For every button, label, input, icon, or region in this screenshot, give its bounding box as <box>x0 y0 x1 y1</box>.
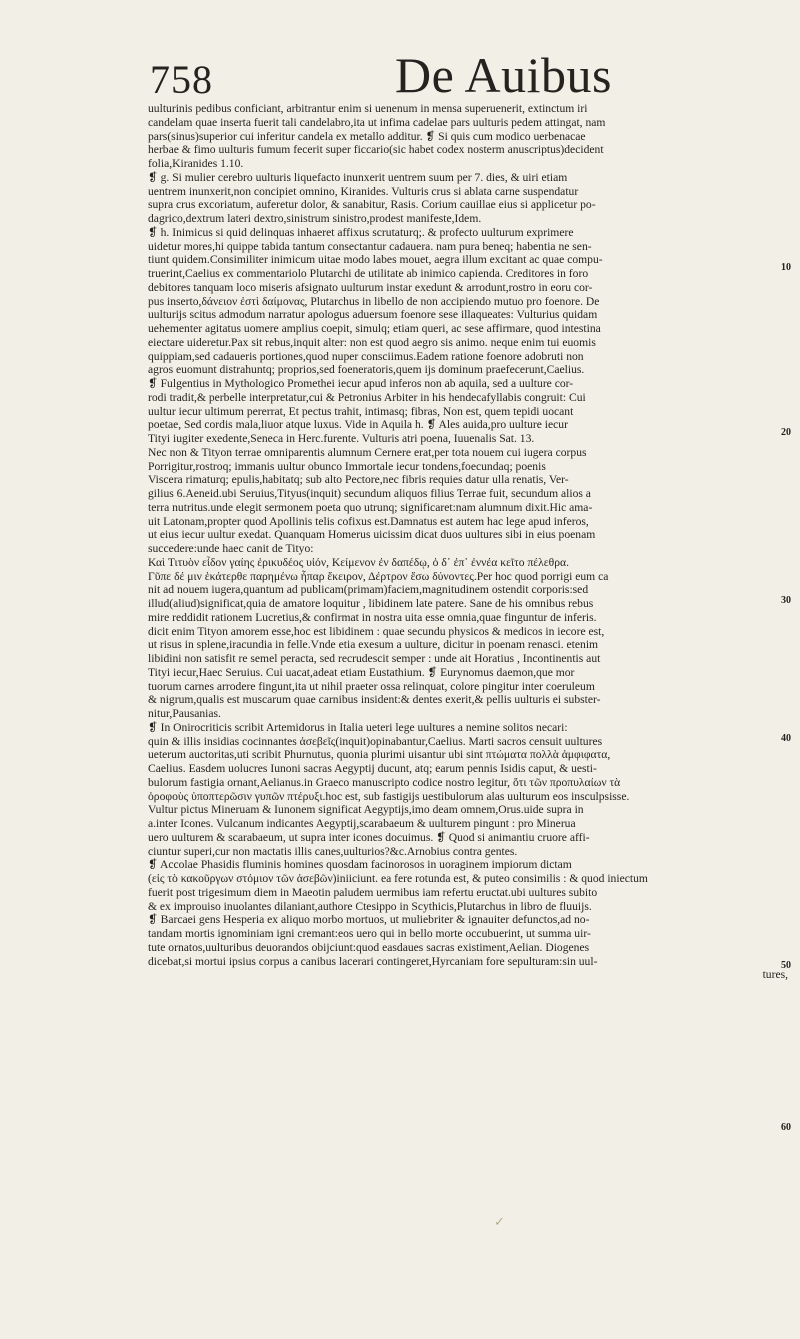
text-line: rodi tradit,& perbelle interpretatur,cui & Petronius Arbiter in his hendecafyllabis congruit: Cui <box>148 390 586 404</box>
text-line: illud(aliud)significat,quia de amatore loquitur , libidinem late patere. Sane de his omnibus rebus <box>148 597 594 610</box>
text-body <box>148 102 788 982</box>
text-line: a.inter Icones. Vulcanum indicantes Aegyptij,scarabaeum & uulturem pingunt : pro Minerua <box>148 817 576 830</box>
margin-number: 40 <box>781 733 791 744</box>
text-line: eiectare uideretur.Pax sit rebus,inquit alter: non est quod aegro sis animo. neque enim tui euomis <box>148 335 596 349</box>
text-line: nit ad nouem iugera,quantum ad publicam(primam)faciem,magnitudinem ostendit corporis:sed <box>148 583 589 597</box>
text-line: nitur,Pausanias. <box>148 707 221 720</box>
margin-number: 30 <box>781 595 791 606</box>
ink-bleed-mark: ✓ <box>494 1214 505 1229</box>
text-line: pus inserto,δάνειον ἐστὶ δαίμονας, Plutarchus in libello de non accipiendo mutuo pro foenore. De <box>148 294 600 308</box>
text-line: tures, <box>762 968 788 982</box>
text-line: uidetur mores,hi quippe tabida tantum consectantur cadauera. nam pura beneq; habentia ne sen- <box>148 239 592 253</box>
page-header <box>150 46 790 106</box>
text-line: ❡ Fulgentius in Mythologico Promethei iecur apud inferos non ab aquila, sed a uulture cor- <box>148 377 574 390</box>
text-line: agros euomunt distrahuntq; proprios,sed foeneratoris,quem ijs dominum praefecerunt,Caelius. <box>148 363 585 377</box>
text-line: & ex improuiso inuolantes dilaniant,authore Ctesippo in Scythicis,Plutarchus in libro de fluuijs. <box>148 899 592 913</box>
text-line: ciuntur superi,cur non mactatis illis canes,uulturios?&c.Arnobius contra gentes. <box>148 844 518 858</box>
running-head: De Auibus <box>395 47 612 103</box>
text-line: truerint,Caelius ex commentariolo Plutarchi de utilitate ab inimico capienda. Creditores in foro <box>148 267 589 280</box>
text-line: & nigrum,qualis est muscarum quae carnibus insident:& dentes exerit,& pellis uulturis ei subster- <box>148 693 601 707</box>
text-line: dicebat,si mortui ipsius corpus a canibus lacerari contingeret,Hyrcaniam fore sepulturam:sin uul- <box>148 954 598 968</box>
text-line: uultur iecur ultimum pererrat, Et pectus trahit, intimasq; fibras, Non est, quem tepidi uocant <box>148 404 574 418</box>
text-line: quin & illis insidias cocinnantes ἀσεβεῖς(inquit)opinabantur,Caelius. Marti sacros censuit uultures <box>148 734 603 748</box>
text-line: quippiam,sed cadaueris portiones,quod nuper consciimus.Eadem ratione foenore adobruti non <box>148 349 584 363</box>
text-line: gilius 6.Aeneid.ubi Seruius,Tityus(inquit) secundum aliquos filius Terrae fuit, secundum alios a <box>148 487 591 500</box>
text-line: ὀροφοὺς ὑποπτερῶσιν γυπῶν πτέρυξι.hoc est, sub fastigijs uestibulorum alas uulturum eos insculpsisse. <box>148 789 630 803</box>
text-line: uulturinis pedibus conficiant, arbitrantur enim si uenenum in mensa superuenerit, extinctum iri <box>148 102 588 115</box>
text-line: ❡ Barcaei gens Hesperia ex aliquo morbo mortuos, ut muliebriter & ignauiter defunctos,ad no- <box>148 913 590 927</box>
text-line: tute ornatos,uulturibus deuorandos obijciunt:quod easdaues sacras existiment,Aelian. Diogenes <box>148 940 590 954</box>
margin-number: 60 <box>781 1122 791 1133</box>
text-line: Tityi iugiter exedente,Seneca in Herc.furente. Vulturis atri poena, Iuuenalis Sat. 13. <box>148 432 535 445</box>
text-line: libidini non satisfit re semel peracta, sed recrudescit semper : unde ait Horatius , Incontinentis aut <box>148 652 601 665</box>
text-line: debitores tanquam loco miseris afsignato uulturum instar exedunt & arrodunt,rostro in eoru cor- <box>148 280 593 294</box>
text-line: fuerit post trigesimum diem in Maeotin paludem uermibus iam refertu eructat.ubi uultures subito <box>148 885 598 899</box>
text-line: (εἰς τὸ κακοῦργων στόμιον τῶν ἀσεβῶν)iniiciunt. ea fere rotunda est, & puteo consimilis : & quod iniectum <box>148 872 648 885</box>
text-line: Tityi iecur,Haec Seruius. Cui uacat,adeat etiam Eustathium. ❡ Eurynomus daemon,que mor <box>148 665 575 679</box>
text-line: Porrigitur,rostroq; immanis uultur obunco Immortale iecur tondens,foecundaq; poenis <box>148 459 546 473</box>
text-line: succedere:unde haec canit de Tityo: <box>148 542 314 555</box>
text-line: tuorum carnes arrodere fingunt,ita ut nihil praeter ossa relinquat, colore pingitur inter coeruleum <box>148 679 595 693</box>
text-line: tiunt quidem.Consimiliter inimicum uitae modo labes mouet, aegra illum excitant ac quae compu- <box>148 253 603 267</box>
text-line: folia,Kiranides 1.10. <box>148 157 244 170</box>
text-line: uulturijs scitus admodum narratur apologus aduersum foenore sese illaqueates: Vulturius quidam <box>148 308 598 322</box>
text-line: tandam mortis ignominiam igni cremant:eos uero qui in bello morte occubuerint, ut summa uir- <box>148 927 591 940</box>
text-line: ueterum auctoritas,uti scribit Phurnutus, quonia plurimi uisantur ubi sint πτώματα πολλὰ ἀμφιφατα, <box>148 748 611 762</box>
text-line: poetae, Sed cordis mala,liuor atque luxus. Vide in Aquila h. ❡ Ales auida,pro uulture iecur <box>148 418 568 432</box>
text-line: herbae & fimo uulturis fumum fecerit super ficcario(sic habet codex nosterm anuscriptus)decident <box>148 143 604 157</box>
text-line: uero uulturem & scarabaeum, ut supra inter icones docuimus. ❡ Quod si animantiu cruore affi- <box>148 830 590 844</box>
text-line: ut eius iecur uultur exedat. Quanquam Homerus uicissim dicat duos uultures sibi in eius poenam <box>148 528 596 542</box>
text-line: supra crus excoriatum, auferetur dolor, & sanabitur, Rasis. Corium cauillae eius si applicetur po- <box>148 198 596 212</box>
text-line: candelam quae inserta fuerit tali candelabro,ita ut infima cadelae pars uulturis pedem attingat, nam <box>148 115 606 129</box>
text-line: ❡ h. Inimicus si quid delinquas inhaeret affixus scrutaturq;. & profecto uulturum exprimere <box>148 225 574 239</box>
text-line: bulorum fastigia ornant,Aelianus.in Graeco manuscripto codice nostro legitur, ὅτι τῶν προπυλαίων τὰ <box>148 775 621 789</box>
text-line: dagrico,dextrum lateri dextro,sinistrum sinistro,prodest manifeste,Idem. <box>148 212 482 225</box>
text-line: mire reddidit rationem Lucretius,& confirmat in nostra uita esse omnia,quae finguntur de inferis. <box>148 610 597 624</box>
text-line: ut risus in splene,iracundia in felle.Vnde etia exesum a uulture, dicitur in poenam renasci. etenim <box>148 638 599 652</box>
text-line: ❡ In Onirocriticis scribit Artemidorus in Italia ueteri lege uultures a nemine solitos necari: <box>148 720 568 734</box>
margin-number: 20 <box>781 427 791 438</box>
text-line: Vultur pictus Mineruam & Iunonem significat Aegyptijs,imo deam omnem,Orus.uide supra in <box>148 803 584 817</box>
text-line: terra nutritus.unde elegit sermonem poeta quo utrunq; significaret:nam alumnum dixit.Hic ama- <box>148 500 593 514</box>
text-line: Viscera rimaturq; epulis,habitatq; sub alto Pectore,nec fibris requies datur ulla renatis, Ver- <box>148 473 569 487</box>
text-line: uit Latonam,propter quod Apollinis telis cofixus est.Damnatus est autem hac lege apud inferos, <box>148 514 589 528</box>
text-line: Γῦπε δέ μιν ἑκάτερθε παρημένω ἧπαρ ἔκειρον, Δέρτρον ἔσω δύνοντες.Per hoc quod porrigi eum ca <box>148 569 609 583</box>
margin-number: 50 <box>781 960 791 971</box>
text-line: ❡ g. Si mulier cerebro uulturis liquefacto inunxerit uentrem suum per 7. dies, & uiri etiam <box>148 170 568 184</box>
text-line: Caelius. Easdem uolucres Iunoni sacras Aegyptij ducunt, atq; earum pennis Isidis caput, & uesti- <box>148 762 597 775</box>
text-line: uehementer agitatus uomere amplius coepit, simulq; etiam queri, ac sese affirmare, quod intestina <box>148 322 601 335</box>
page-number: 758 <box>150 57 213 102</box>
text-line: pars(sinus)superior cui inferitur candela ex metallo additur. ❡ Si quis cum modico uerbenacae <box>148 129 586 143</box>
text-line: ❡ Accolae Phasidis fluminis homines quosdam facinorosos in uoraginem impiorum dictam <box>148 858 572 872</box>
text-line: dicit enim Tityon amorem esse,hoc est libidinem : quae secundu physicos & medicos in iecore est, <box>148 624 605 638</box>
text-line: Nec non & Tityon terrae omniparentis alumnum Cernere erat,per tota nouem cui iugera corpus <box>148 445 587 459</box>
text-line: uentrem inunxerit,non concipiet omnino, Kiranides. Vulturis crus si ablata carne suspendatur <box>148 184 579 198</box>
text-line: Καὶ Τιτυὸν εἶδον γαίης ἐρικυδέος υἱόν, Κείμενον ἐν δαπέδῳ, ὁ δ᾽ ἐπ᾽ ἐννέα κεῖτο πέλεθρα. <box>148 555 569 569</box>
margin-number: 10 <box>781 262 791 273</box>
